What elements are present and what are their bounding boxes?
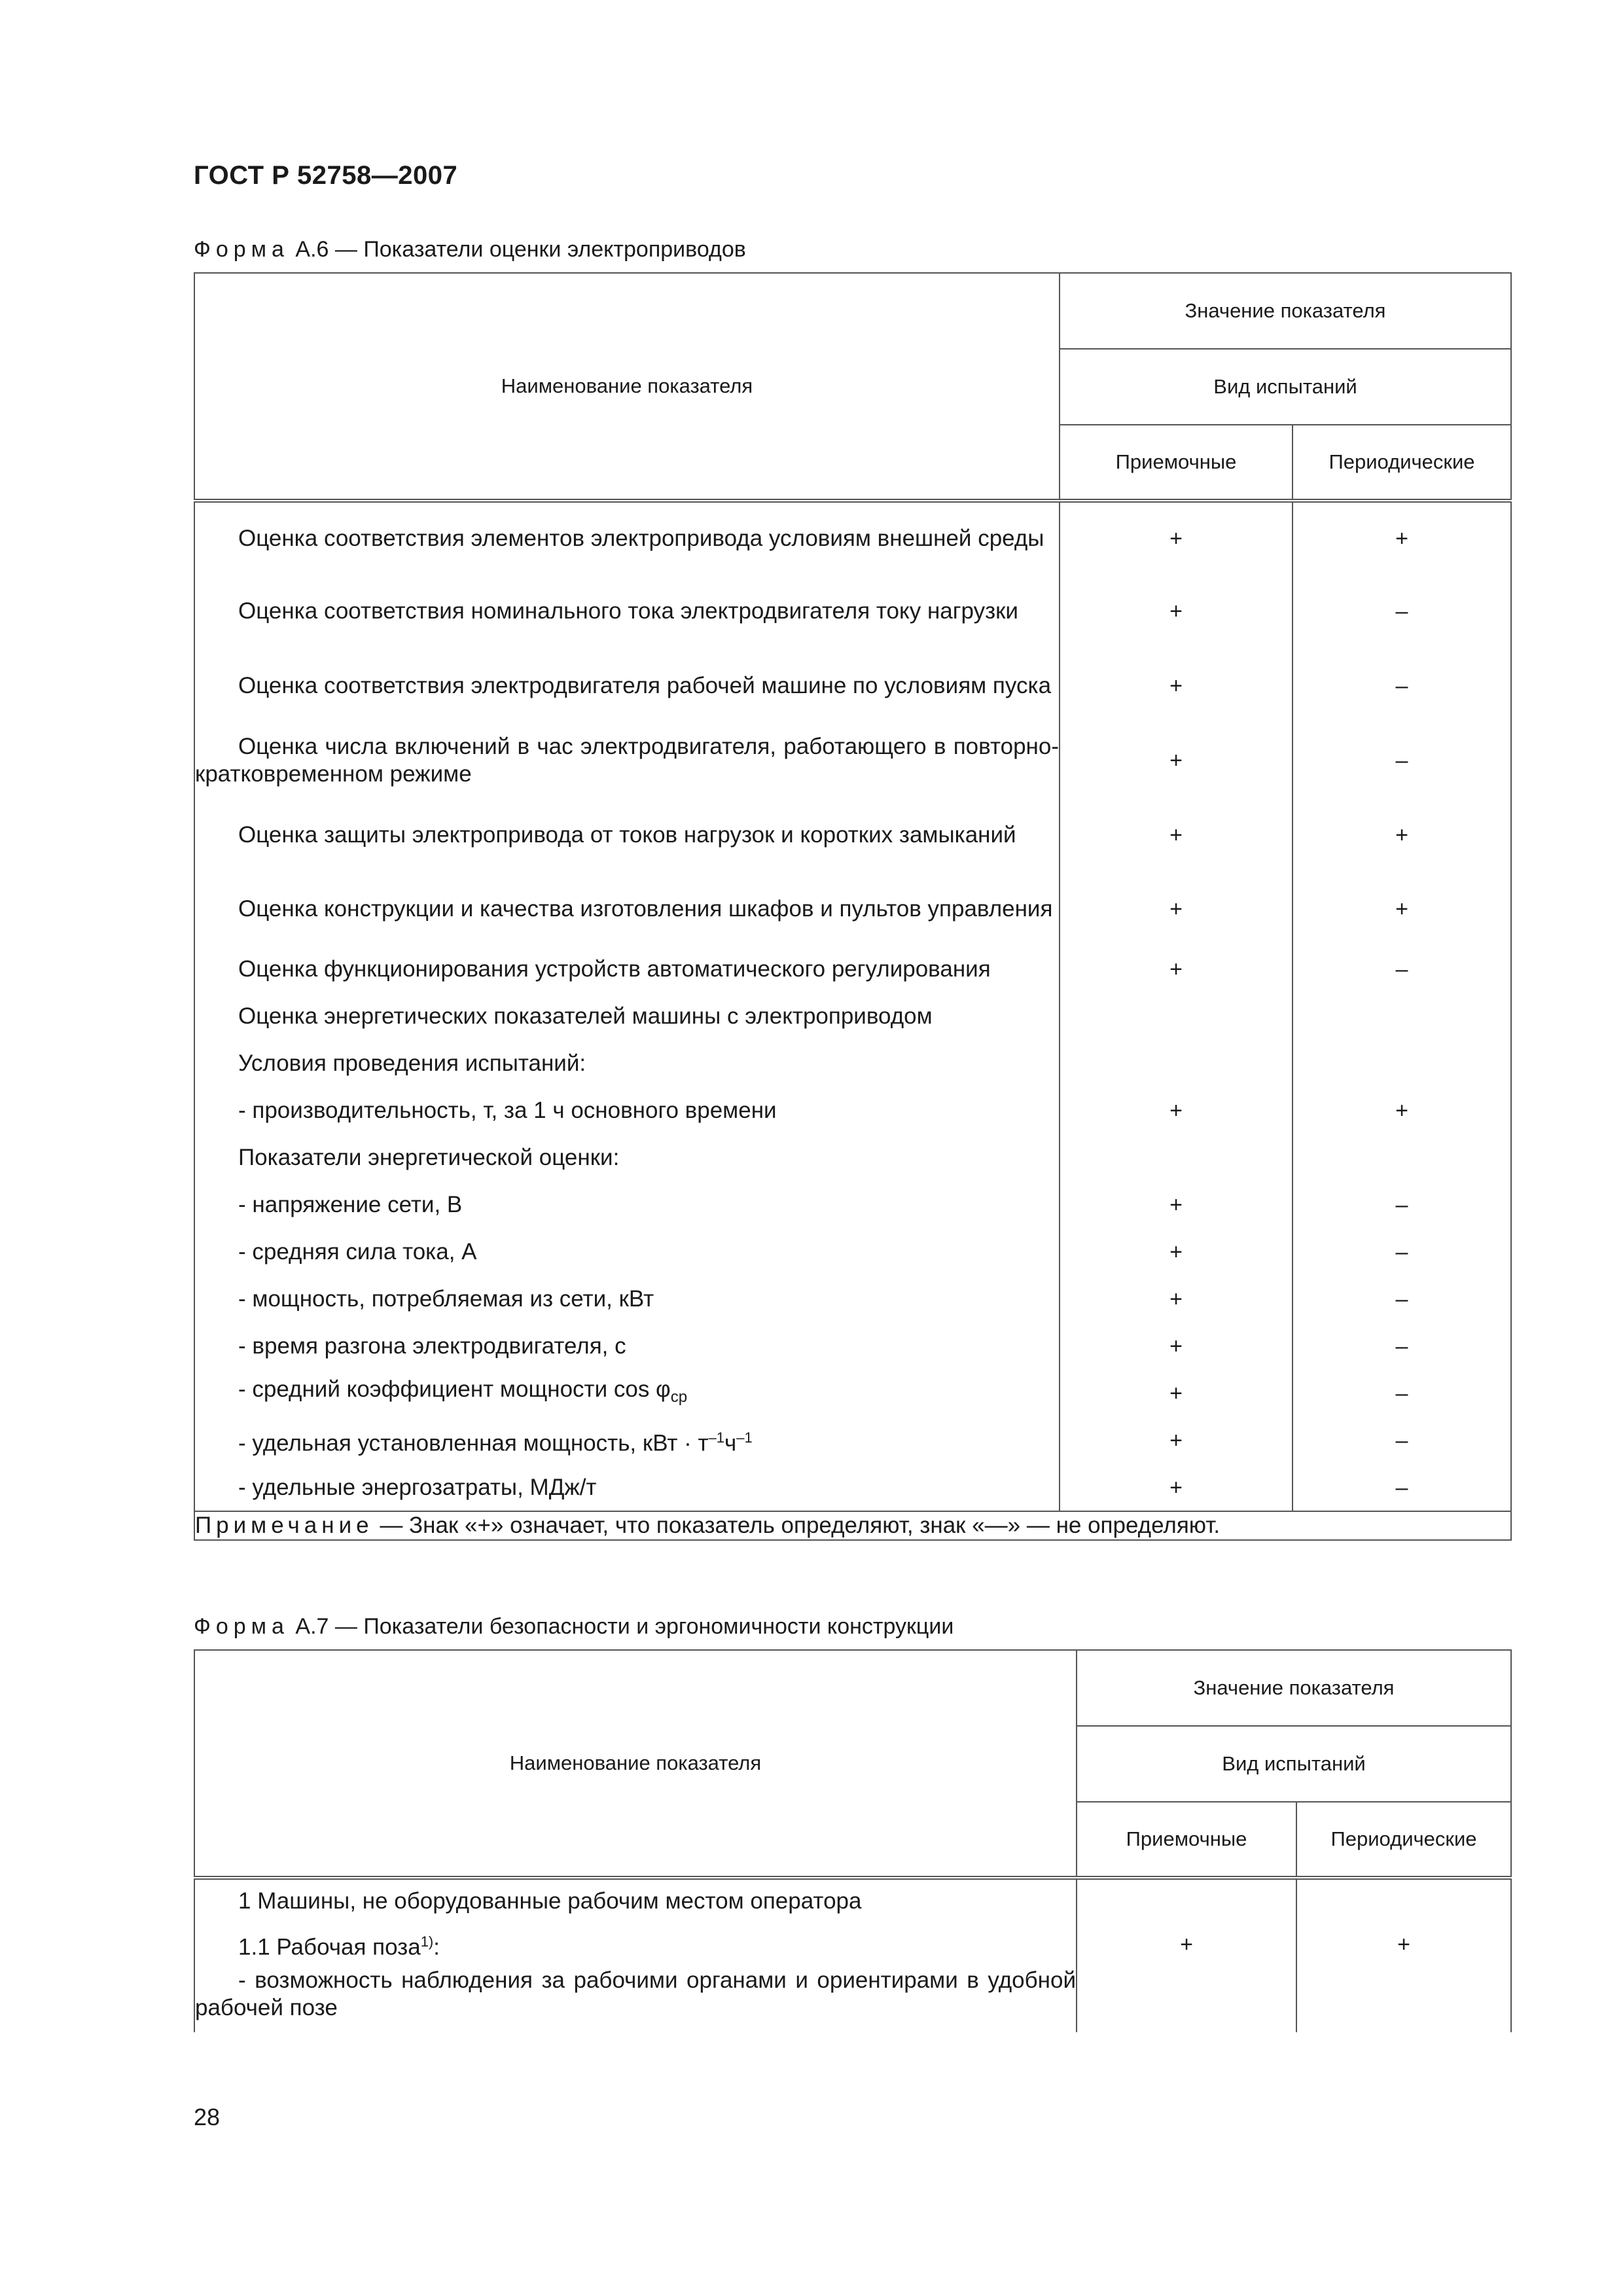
row-label: - время разгона электродвигателя, с	[238, 1333, 626, 1359]
posture-colon: :	[433, 1934, 440, 1960]
periodic-mark: +	[1296, 1922, 1511, 1967]
acceptance-mark: +	[1060, 1417, 1293, 1464]
periodic-mark: –	[1293, 649, 1511, 723]
acceptance-mark: +	[1060, 574, 1293, 649]
row-label: - удельные энергозатраты, МДж/т	[238, 1474, 597, 1500]
table-row	[194, 1323, 1511, 1370]
periodic-mark: –	[1293, 1276, 1511, 1323]
row-label-specific-power	[195, 1424, 1059, 1458]
table-row	[194, 1922, 1511, 1967]
table-note	[194, 1511, 1511, 1540]
row-label-cos	[195, 1376, 1059, 1411]
table-row	[194, 1967, 1511, 2032]
acceptance-mark: +	[1060, 649, 1293, 723]
table-row	[194, 574, 1511, 649]
acceptance-mark: +	[1077, 1922, 1296, 1967]
acceptance-mark: +	[1060, 1323, 1293, 1370]
form-a7-caption-word: Форма	[194, 1614, 289, 1639]
spec-sup-1: –1	[708, 1429, 725, 1446]
table-row	[194, 723, 1511, 798]
form-a6-caption	[194, 237, 746, 262]
acceptance-mark: +	[1060, 1370, 1293, 1417]
acceptance-mark: +	[1060, 723, 1293, 798]
periodic-mark: +	[1293, 798, 1511, 872]
row-label: Оценка соответствия номинального тока электродвигателя току нагрузки	[238, 598, 1018, 624]
table-row	[194, 993, 1511, 1040]
column-header-periodic: Периодические	[1296, 1802, 1511, 1878]
row-label: Показатели энергетической оценки:	[238, 1145, 620, 1170]
periodic-mark: –	[1293, 1181, 1511, 1229]
acceptance-mark	[1077, 1878, 1296, 1922]
periodic-mark: –	[1293, 1229, 1511, 1276]
standard-number: ГОСТ Р 52758—2007	[194, 161, 458, 190]
periodic-mark	[1293, 993, 1511, 1040]
column-header-name: Наименование показателя	[194, 1650, 1077, 1878]
acceptance-mark: +	[1060, 798, 1293, 872]
acceptance-mark: +	[1060, 946, 1293, 993]
table-note-row	[194, 1511, 1511, 1540]
row-label: Оценка соответствия электродвигателя рабочей машине по условиям пуска	[238, 673, 1052, 698]
periodic-mark: –	[1293, 574, 1511, 649]
row-label: - напряжение сети, В	[238, 1192, 463, 1217]
row-label: - мощность, потребляемая из сети, кВт	[238, 1286, 654, 1312]
column-header-value: Значение показателя	[1077, 1650, 1511, 1726]
table-row	[194, 1229, 1511, 1276]
periodic-mark	[1296, 1878, 1511, 1922]
row-label: - производительность, т, за 1 ч основного времени	[238, 1098, 777, 1123]
periodic-mark: –	[1293, 723, 1511, 798]
page-number: 28	[194, 2104, 221, 2130]
acceptance-mark	[1060, 993, 1293, 1040]
periodic-mark	[1293, 1040, 1511, 1087]
acceptance-mark	[1077, 1967, 1296, 2032]
acceptance-mark: +	[1060, 1276, 1293, 1323]
footnote-ref: 1)	[420, 1933, 434, 1950]
table-row	[194, 946, 1511, 993]
column-header-test-type: Вид испытаний	[1060, 349, 1511, 425]
column-header-periodic: Периодические	[1293, 425, 1511, 501]
row-label: Оценка конструкции и качества изготовления шкафов и пультов управления	[238, 896, 1053, 922]
form-a6-caption-word: Форма	[194, 237, 289, 262]
row-label: Оценка защиты электропривода от токов нагрузок и коротких замыканий	[238, 822, 1016, 848]
column-header-acceptance: Приемочные	[1077, 1802, 1296, 1878]
row-label: - средняя сила тока, А	[238, 1239, 477, 1265]
table-row	[194, 1181, 1511, 1229]
table-row	[194, 501, 1511, 574]
acceptance-mark: +	[1060, 1464, 1293, 1511]
acceptance-mark: +	[1060, 872, 1293, 946]
row-label: Оценка функционирования устройств автоматического регулирования	[238, 956, 991, 982]
periodic-mark: –	[1293, 1464, 1511, 1511]
periodic-mark	[1296, 1967, 1511, 2032]
note-text: — Знак «+» означает, что показатель определяют, знак «—» — не определяют.	[373, 1513, 1221, 1538]
table-row	[194, 1087, 1511, 1134]
periodic-mark: +	[1293, 501, 1511, 574]
cos-subscript: ср	[670, 1388, 688, 1406]
periodic-mark: +	[1293, 872, 1511, 946]
table-row	[194, 1417, 1511, 1464]
periodic-mark	[1293, 1134, 1511, 1181]
cos-text: - средний коэффициент мощности cos φ	[238, 1376, 671, 1402]
table-row	[194, 872, 1511, 946]
row-label: Оценка соответствия элементов электропривода условиям внешней среды	[238, 525, 1044, 551]
periodic-mark: –	[1293, 1323, 1511, 1370]
table-row	[194, 649, 1511, 723]
acceptance-mark	[1060, 1040, 1293, 1087]
form-a6-table	[194, 272, 1512, 1541]
row-label: - возможность наблюдения за рабочими органами и ориентирами в удобной рабочей позе	[195, 1967, 1076, 2020]
spec-sup-2: –1	[736, 1429, 753, 1446]
column-header-value: Значение показателя	[1060, 273, 1511, 349]
table-row	[194, 1370, 1511, 1417]
acceptance-mark: +	[1060, 1229, 1293, 1276]
column-header-acceptance: Приемочные	[1060, 425, 1293, 501]
form-a7-table	[194, 1649, 1512, 2032]
acceptance-mark: +	[1060, 501, 1293, 574]
acceptance-mark: +	[1060, 1181, 1293, 1229]
form-a7-caption-text: А.7 — Показатели безопасности и эргономичности конструкции	[295, 1614, 954, 1639]
periodic-mark: +	[1293, 1087, 1511, 1134]
note-word: Примечание	[195, 1513, 374, 1538]
periodic-mark: –	[1293, 946, 1511, 993]
form-a7-caption	[194, 1614, 954, 1640]
table-row	[194, 1276, 1511, 1323]
column-header-test-type: Вид испытаний	[1077, 1726, 1511, 1802]
row-label: Оценка энергетических показателей машины с электроприводом	[238, 1003, 933, 1029]
row-label: 1 Машины, не оборудованные рабочим местом оператора	[238, 1888, 862, 1914]
periodic-mark: –	[1293, 1417, 1511, 1464]
row-label: Условия проведения испытаний:	[238, 1050, 586, 1076]
acceptance-mark: +	[1060, 1087, 1293, 1134]
spec-text-a: - удельная установленная мощность, кВт · т	[238, 1430, 709, 1456]
table-row	[194, 798, 1511, 872]
table-row	[194, 1040, 1511, 1087]
column-header-name: Наименование показателя	[194, 273, 1060, 501]
table-row	[194, 1464, 1511, 1511]
row-label-posture	[195, 1928, 1076, 1962]
acceptance-mark	[1060, 1134, 1293, 1181]
periodic-mark: –	[1293, 1370, 1511, 1417]
table-row	[194, 1878, 1511, 1922]
table-row	[194, 1134, 1511, 1181]
row-label: Оценка числа включений в час электродвигателя, работающего в повторно-кратковременном режиме	[195, 734, 1059, 787]
spec-text-b: ч	[724, 1430, 737, 1456]
posture-text: 1.1 Рабочая поза	[238, 1934, 421, 1960]
form-a6-caption-text: А.6 — Показатели оценки электроприводов	[295, 237, 746, 262]
